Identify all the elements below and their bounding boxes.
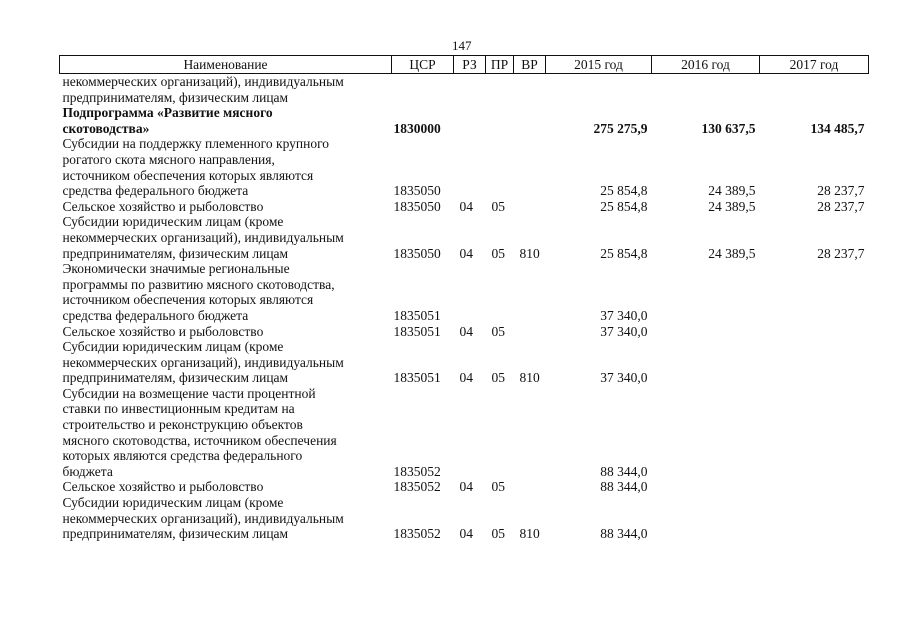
row-vr [514,479,546,495]
row-name-line: предпринимателям, физическим лицам [62,89,289,105]
row-name-line: средства федерального бюджета [62,307,249,323]
table-row [60,261,869,323]
row-2015: 25 854,8 [600,198,648,214]
row-csr: 1835050 [393,245,441,261]
table-header [60,56,869,74]
row-2017: 28 237,7 [817,198,865,214]
row-csr: 1835050 [393,183,441,199]
row-csr: 1835052 [393,463,441,479]
row-rz: 04 [459,245,473,261]
row-vr: 810 [519,245,540,261]
row-pr: 05 [491,526,505,542]
row-pr [486,261,514,323]
row-name-line: Экономически значимые региональные [62,261,290,277]
row-name-line: Сельское хозяйство и рыболовство [62,479,264,495]
row-name-line: Субсидии юридическим лицам (кроме [62,339,284,355]
row-name [60,495,392,542]
row-rz [454,105,486,136]
row-2015: 88 344,0 [600,463,648,479]
row-2016 [652,339,760,386]
row-vr [514,386,546,480]
row-2015: 275 275,9 [593,120,648,136]
row-name-line: источником обеспечения которых являются [62,167,314,183]
row-csr: 1830000 [393,120,441,136]
row-name-line: Субсидии юридическим лицам (кроме [62,214,284,230]
row-csr: 1835051 [393,370,441,386]
row-2017 [760,74,869,106]
row-vr [514,261,546,323]
header-pr: ПР [486,56,514,74]
row-name [60,199,392,215]
table-row [60,479,869,495]
table-row [60,339,869,386]
row-2016: 130 637,5 [701,120,756,136]
row-name [60,214,392,261]
row-name-line: Подпрограмма «Развитие мясного [62,105,273,121]
row-2015: 25 854,8 [600,245,648,261]
row-name-line: предпринимателям, физическим лицам [62,245,289,261]
row-2016 [652,479,760,495]
row-name-line: Сельское хозяйство и рыболовство [62,198,264,214]
row-rz: 04 [459,526,473,542]
row-rz: 04 [459,198,473,214]
row-name-line: Субсидии на возмещение части процентной [62,385,316,401]
row-2017 [760,386,869,480]
row-2017 [760,261,869,323]
row-2016 [652,495,760,542]
row-name-line: Сельское хозяйство и рыболовство [62,323,264,339]
row-2016: 24 389,5 [708,245,756,261]
row-2016: 24 389,5 [708,198,756,214]
row-pr: 05 [491,370,505,386]
table-row [60,199,869,215]
row-vr [514,136,546,198]
row-2015: 37 340,0 [600,307,648,323]
row-pr: 05 [491,198,505,214]
row-rz [454,74,486,106]
row-2017 [760,479,869,495]
table-row [60,136,869,198]
row-vr: 810 [519,526,540,542]
row-name [60,105,392,136]
row-name [60,261,392,323]
row-name-line: строительство и реконструкцию объектов [62,417,303,433]
row-name-line: некоммерческих организаций), индивидуальным [62,229,344,245]
table-body [60,74,869,542]
row-name [60,136,392,198]
row-vr [514,324,546,340]
row-2015: 37 340,0 [600,323,648,339]
row-name-line: ставки по инвестиционным кредитам на [62,401,295,417]
row-name-line: средства федерального бюджета [62,183,249,199]
row-name-line: предпринимателям, физическим лицам [62,526,289,542]
row-name [60,324,392,340]
row-2016: 24 389,5 [708,183,756,199]
row-csr: 1835051 [393,323,441,339]
table-row [60,74,869,106]
row-name-line: предпринимателям, физическим лицам [62,370,289,386]
row-rz: 04 [459,370,473,386]
header-vr: ВР [514,56,546,74]
row-rz [454,386,486,480]
row-name-line: источником обеспечения которых являются [62,292,314,308]
row-pr [486,386,514,480]
header-rz: РЗ [454,56,486,74]
header-2017: 2017 год [760,56,869,74]
row-vr: 810 [519,370,540,386]
header-name: Наименование [60,56,392,74]
row-2016 [652,324,760,340]
row-csr: 1835052 [393,479,441,495]
row-name-line: некоммерческих организаций), индивидуальным [62,74,344,89]
row-2016 [652,74,760,106]
row-pr: 05 [491,479,505,495]
row-2015 [546,74,652,106]
row-rz: 04 [459,479,473,495]
row-name-line: бюджета [62,463,113,479]
table-row [60,495,869,542]
row-2017: 28 237,7 [817,245,865,261]
header-2016: 2016 год [652,56,760,74]
row-name-line: программы по развитию мясного скотоводства, [62,276,335,292]
row-vr [514,74,546,106]
row-2017 [760,324,869,340]
row-name-line: Субсидии юридическим лицам (кроме [62,495,284,511]
row-csr: 1835050 [393,198,441,214]
row-2017: 134 485,7 [810,120,865,136]
row-pr [486,105,514,136]
row-2015: 25 854,8 [600,183,648,199]
row-pr [486,136,514,198]
row-name [60,479,392,495]
row-name-line: некоммерческих организаций), индивидуальным [62,354,344,370]
table-row [60,386,869,480]
row-name-line: некоммерческих организаций), индивидуальным [62,510,344,526]
row-2017 [760,495,869,542]
row-vr [514,199,546,215]
row-pr: 05 [491,245,505,261]
header-csr: ЦСР [392,56,454,74]
row-rz: 04 [459,323,473,339]
page-number: 147 [452,38,472,53]
row-name-line: Субсидии на поддержку племенного крупного [62,136,330,152]
row-name [60,386,392,480]
header-2015: 2015 год [546,56,652,74]
row-name-line: рогатого скота мясного направления, [62,151,275,167]
row-pr [486,74,514,106]
row-name-line: скотоводства» [62,120,150,136]
row-rz [454,261,486,323]
row-name-line: которых являются средства федерального [62,448,303,464]
row-csr [392,74,454,106]
row-2017: 28 237,7 [817,183,865,199]
table-row [60,214,869,261]
row-2017 [760,339,869,386]
budget-table [59,55,869,542]
row-pr: 05 [491,323,505,339]
table-row [60,324,869,340]
row-name-line: мясного скотоводства, источником обеспечения [62,432,337,448]
row-rz [454,136,486,198]
row-2016 [652,386,760,480]
table-row [60,105,869,136]
row-2016 [652,261,760,323]
row-2015: 88 344,0 [600,526,648,542]
row-2015: 88 344,0 [600,479,648,495]
row-name [60,74,392,106]
row-vr [514,105,546,136]
row-csr: 1835052 [393,526,441,542]
row-name [60,339,392,386]
row-csr: 1835051 [393,307,441,323]
row-2015: 37 340,0 [600,370,648,386]
